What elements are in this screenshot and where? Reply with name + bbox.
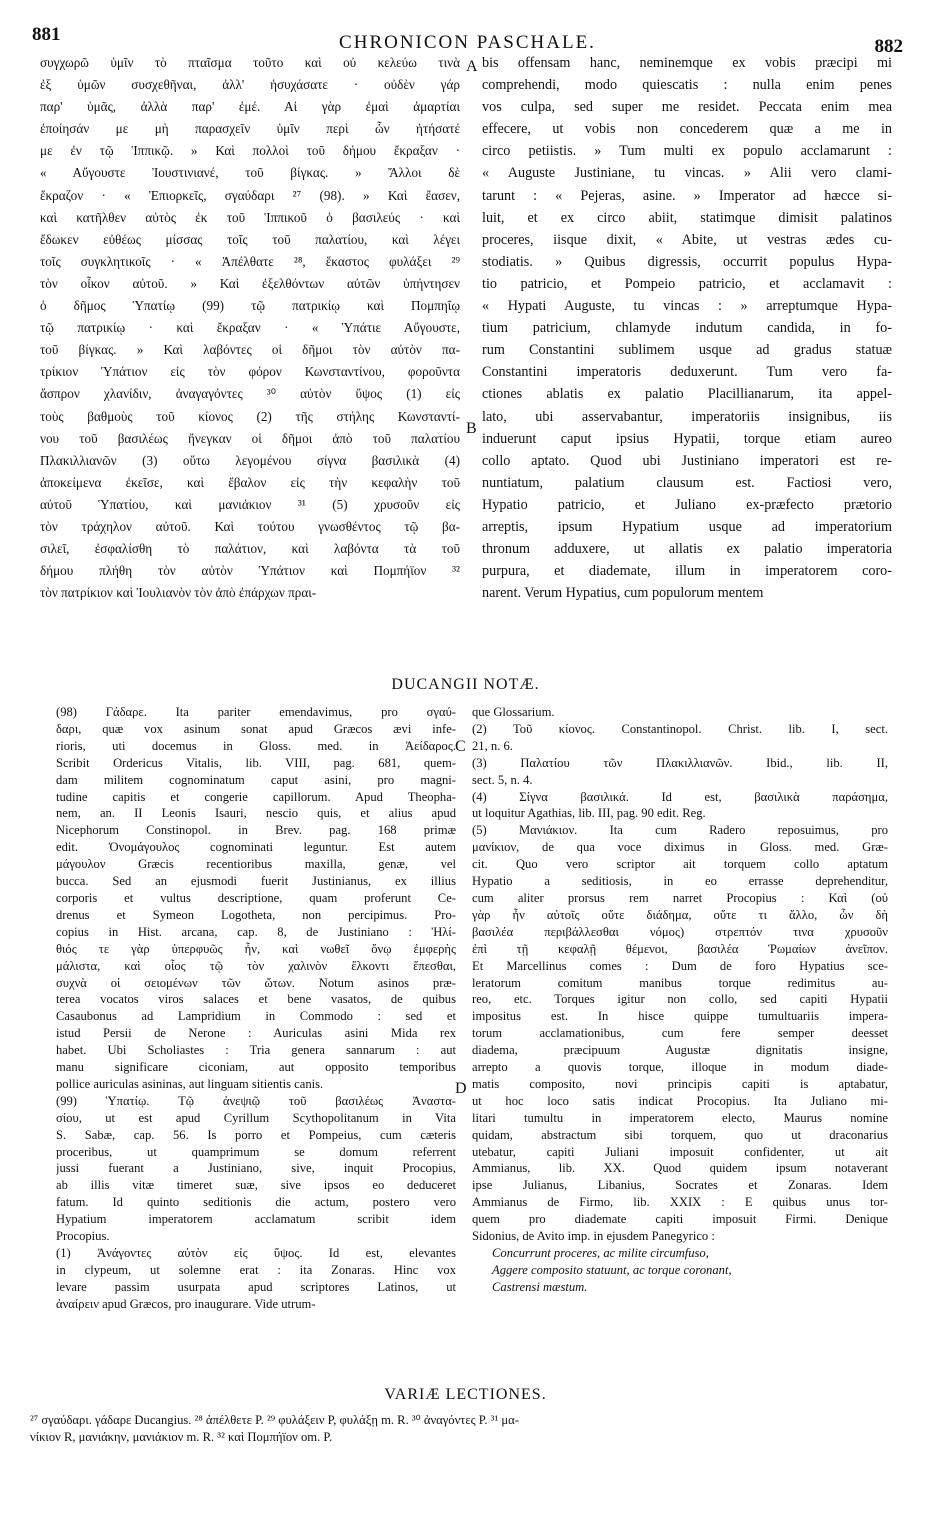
latin-text-column [482,52,892,604]
greek-text-line: τοῦ βίγκας. » Καὶ λαβόντες οἱ δῆμοι τὸν αὐτὸν πα- [40,342,460,358]
note-line: torum acclamationibus, cum fere semper deesset [472,1026,888,1041]
note-line: matis composito, novi principis capiti is aptabatur, [472,1076,888,1091]
margin-marker-d: D [455,1080,467,1097]
latin-text-line: collo aptato. Quod ubi Justiniano imperatori est re- [482,452,892,469]
page-number-left: 881 [32,24,61,45]
running-title: CHRONICON PASCHALE. [339,32,596,53]
note-line: μανίκιον, de qua voce diximus in Gloss. med. Græ- [472,840,888,855]
note-line: pollice auriculas asininas, aut linguam sitientis canis. [56,1076,324,1091]
note-line: ἐπὶ τῇ κεφαλῇ θέμενοι, βασιλέα Ῥωμαίων ἀνεῖπον. [472,941,888,956]
greek-text-line: τοὺς βαθμοὺς τοῦ κίονος (2) τῆς στήλης Κωνσταντί- [40,408,460,424]
greek-text-line: ἐξ ὑμῶν συσχεθῆναι, ἀλλ' ἡσυχάσατε · οὐδὲν γάρ [40,77,460,93]
greek-text-line: τρίκιον Ὑπάτιον εἰς τὸν φόρον Κωνσταντίνου, φοροῦντα [40,364,460,380]
latin-text-line: lato, ubi asservabantur, imperatoriis insignibus, iis [482,408,892,425]
note-line: 21, n. 6. [472,738,513,753]
note-line: S. Sabæ, cap. 56. Is porro et Pompeius, cum cæteris [56,1127,456,1142]
latin-text-line: « Auguste Justiniane, tu vincas. » Alii vero clami- [482,165,892,182]
note-line: edit. Ὀνομάγουλος cognominati leguntur. Est autem [56,840,456,855]
note-line: (3) Παλατίου τῶν Πλακιλλιανῶν. Ibid., lib. II, [472,755,888,770]
latin-text-line: tium patricium, chlamyde indutum candida, in fo- [482,320,892,337]
note-line: (99) Ὑπατίῳ. Τῷ ἀνεψιῷ τοῦ βασιλέως Ἀναστα- [56,1093,456,1108]
note-line: μάγουλον Græcis recentioribus maxilla, genæ, vel [56,857,456,872]
note-line: Nicephorum Constinopol. in Brev. pag. 168 primæ [56,823,456,838]
note-line: istud Persii de Nerone : Auriculas asini Mida rex [56,1026,456,1041]
greek-text-line: τὸν τράχηλον αὐτοῦ. Καὶ τούτου γνωσθέντος τῷ βα- [40,518,460,534]
greek-text-line: δήμου πλήθη τὸν αὐτὸν Ὑπάτιον καὶ Πομπήϊον ³² [40,563,460,579]
note-line: cit. Quo vero scriptor ait torquem collo aptatum [472,857,888,872]
note-line: terea vocatos viros salaces et bene vasatos, de quibus [56,992,456,1007]
verse-line: Aggere composito statuunt, ac torque coronant, [492,1262,732,1277]
variant-readings [30,1412,900,1446]
note-line: cum aliter prorsus rem narret Procopius : Καὶ (οὐ [472,890,888,905]
latin-text-line: bis offensam hanc, neminemque ex vobis præcipi mi [482,55,892,71]
verse-line: Concurrunt proceres, ac milite circumfuso, [492,1246,709,1260]
note-line: utebatur, capiti Juliani imposuit confidenter, ut ait [472,1144,888,1159]
note-line: Scribit Ordericus Vitalis, lib. VIII, pag. 681, quem- [56,755,456,770]
latin-text-line: stodiatis. » Quibus digressis, occurrit populus Hypa- [482,253,892,270]
verse-line: Castrensi mæstum. [492,1279,588,1294]
note-line: fatum. Id quinto seditionis die actum, postero vero [56,1195,456,1210]
note-line: (98) Γάδαρε. Ita pariter emendavimus, pro σγαύ- [56,705,456,719]
greek-text-line: Πλακιλλιανῶν (3) οὕτω λεγομένου σίγνα βασιλικὰ (4) [40,452,460,468]
note-line: Hypatium imperatorem acclamatum scribit idem [56,1212,456,1227]
note-line: habet. Ubi Scholiastes : Tria genera sannarum : aut [56,1043,456,1058]
note-line: in clypeum, ut solemne erat : ita Zonaras. Hinc vox [56,1262,456,1277]
latin-text-line: Constantini imperatoris deduxerunt. Tum vero fa- [482,364,892,381]
latin-text-line: induerunt caput ipsius Hypatii, torque etiam aureo [482,430,892,447]
greek-text-line: τὸν οἶκον αὐτοῦ. » Καὶ ἐξελθόντων αὐτῶν ὑπήντησεν [40,275,460,291]
note-line: ab illis vitæ timeret suæ, sive ipsos eo deduceret [56,1178,456,1193]
note-line: Sidonius, de Avito imp. in ejusdem Panegyrico : [472,1229,715,1244]
latin-text-line: tio patricio, et Pompeio patricio, et acclamavit : [482,275,892,292]
note-line: (1) Ἀνάγοντες αὐτὸν εἰς ὕψος. Id est, elevantes [56,1246,456,1260]
note-line: quidam, abstractum sibi torquem, quo ut draconarius [472,1127,888,1142]
greek-text-line: παρ' ὑμᾶς, ἀλλὰ παρ' ἐμέ. Αἱ γὰρ ἐμαὶ ἁμαρτίαι [40,99,460,115]
note-line: arrepto a quovis torque, illoque in modum diade- [472,1060,888,1075]
note-line: tudine capitis et congerie capillorum. Apud Theopha- [56,789,456,804]
latin-text-line: rum Constantini sublimem usque ad gradus statuæ [482,342,892,359]
note-line: (2) Τοῦ κίονος. Constantinopol. Christ. lib. I, sect. [472,721,888,736]
page-number-right: 882 [874,36,903,57]
greek-text-line: ἔδωκεν εὐθέως μίσσας τοῖς τοῦ παλατίου, καὶ λέγει [40,231,460,247]
greek-text-line: ἔκραζον · « Ἐπιορκεῖς, σγαύδαρι ²⁷ (98). » Καὶ ἔασεν, [40,187,460,203]
note-line: leratorum comitum manibus torque redimitus au- [472,975,888,990]
note-line: sect. 5, n. 4. [472,772,533,787]
note-line: ipse Julianus, Libanius, Socrates et Zonaras. Idem [472,1178,888,1193]
note-line: βασιλέα περιβάλλεσθαι νόμος) στρεπτόν τινα χρυσοῦν [472,924,888,939]
variae-section-title: VARIÆ LECTIONES. [384,1386,547,1403]
margin-marker-b: B [466,420,477,437]
latin-text-line: comprehendi, modo quiescatis : nulla enim penes [482,77,892,94]
note-line: quem pro diademate capiti imposuit Firmi. Denique [472,1212,888,1227]
latin-text-line: nuntiatum, palatium clausum est. Factiosi vero, [482,474,892,491]
margin-marker-c: C [455,738,466,755]
note-line: dam militem cognominatum caput asini, pro magni- [56,772,456,787]
note-line: Hypatio a seditiosis, in eo errasse deprehenditur, [472,874,888,889]
greek-text-line: νου τοῦ βασιλέως ἤνεγκαν οἱ δῆμοι ἀπὸ τοῦ παλατίου [40,430,460,446]
note-line: proceribus, ut quamprimum se domum referrent [56,1144,456,1159]
latin-text-line: circo petiistis. » Tum multi ex populo acclamarunt : [482,143,892,160]
note-line: ut loquitur Agathias, lib. III, pag. 90 edit. Reg. [472,806,706,821]
greek-text-line: σιλεῖ, ἐσφαλίσθη τὸ παλάτιον, καὶ λαβόντα τὰ τοῦ [40,541,460,557]
note-line: Procopius. [56,1229,110,1244]
greek-text-line: με ἐν τῷ Ἱππικῷ. » Καὶ πολλοὶ τοῦ δήμου ἔκραξαν · [40,143,460,159]
note-line: impositus est. In hisce quippe tumultuariis impera- [472,1009,888,1024]
notes-left-column [56,704,456,1313]
note-line: litari tumultu in imperatorem electo, Maurus nomine [472,1110,888,1125]
note-line: diadema, præcipuum Augustæ dignitatis insigne, [472,1043,888,1058]
latin-text-line: luit, et ex circo abiit, statimque dimisit palatinos [482,209,892,226]
latin-text-line: tarunt : « Pejeras, asine. » Imperator ad hæcce si- [482,187,892,204]
notes-right-column [472,704,888,1296]
note-line: rioris, uti docemus in Gloss. med. in Ἀείδαρος. [56,738,456,753]
greek-text-line: τὸν πατρίκιον καὶ Ἰουλιανὸν τὸν ἀπὸ ἐπάρχων πραι- [40,585,317,601]
note-line: γὰρ ἦν αὐτοῖς οὔτε διάδημα, οὔτε τι ἄλλο, ὧν δὴ [472,907,888,922]
note-line: συχνὰ οἱ σειομένων τῶν ὤτων. Notum asinos præ- [56,975,456,990]
latin-text-line: thronum adduxere, ut allatis ex palatio imperatoria [482,541,892,558]
note-line: Ammianus de Firmo, lib. XXIX : E quibus unus tor- [472,1195,888,1210]
note-line: drenus et Symeon Logotheta, non percipimus. Pro- [56,907,456,922]
latin-text-line: Hypatio patricio, et Juliano ex-præfecto prætorio [482,496,892,513]
greek-text-line: « Αὔγουστε Ἰουστινιανέ, τοῦ βίγκας. » Ἄλλοι δὲ [40,165,460,181]
latin-text-line: ctiones ablatis ex palatio Placillianarum, ita appel- [482,386,892,403]
note-line: reo, etc. Torques igitur non collo, sed capiti Hypatii [472,992,888,1007]
latin-text-line: vos culpa, sed super me residet. Peccata enim mea [482,99,892,116]
note-line: Casaubonus ad Lampridium in Commodo : sed et [56,1009,456,1024]
note-line: corporis et vultus descriptione, quam proferunt Ce- [56,890,456,905]
greek-text-line: τῷ πατρικίῳ · καὶ ἔκραξαν · « Ὑπάτιε Αὔγουστε, [40,320,460,336]
note-line: σίου, ut est apud Cyrillum Scythopolitanum in Vita [56,1110,456,1125]
note-line: bucca. Sed an ejusmodi fuerit Justinianus, ex illius [56,874,456,889]
greek-text-line: τοῖς συγκλητικοῖς · « Ἀπέλθατε ²⁸, ἕκαστος φυλάξει ²⁹ [40,253,460,269]
margin-marker-a: A [466,58,478,75]
greek-text-line: ἀποκείμενα ἐκεῖσε, καὶ ἔβαλον εἰς τὴν κεφαλὴν τοῦ [40,474,460,490]
latin-text-line: narent. Verum Hypatius, cum populorum mentem [482,585,764,602]
variant-line: νίκιον R, μανιάκην, μανιάκιον m. R. ³² καὶ Πομπήϊον om. P. [30,1430,333,1444]
note-line: manu significare ciconiam, aut opposito temporibus [56,1060,456,1075]
greek-text-column [40,52,460,604]
greek-text-line: ἐποίησάν με μὴ παρασχεῖν ὑμῖν περὶ ὧν ἠτήσατέ [40,121,460,137]
note-line: que Glossarium. [472,705,555,719]
note-line: Ammianus, lib. XX. Quod quidem ipsum notaverant [472,1161,888,1176]
note-line: δαρι, quæ vox asinum sonat apud Græcos ævi infe- [56,721,456,736]
greek-text-line: συγχωρῶ ὑμῖν τὸ πταῖσμα τοῦτο καὶ οὐ κελεύω τινὰ [40,55,460,70]
greek-text-line: ὁ δῆμος Ὑπατίῳ (99) τῷ πατρικίῳ καὶ Πομπηΐῳ [40,298,460,314]
notes-section-title: DUCANGII NOTÆ. [391,676,540,693]
latin-text-line: proceres, iisque dixit, « Abite, ut vestras ædes cu- [482,231,892,248]
latin-text-line: arreptis, ipsum Hypatium usque ad imperatorium [482,518,892,535]
greek-text-line: καὶ κατῆλθεν αὐτὸς ἐκ τοῦ Ἱππικοῦ ὁ βασιλεύς · καὶ [40,209,460,225]
note-line: jussi fuerant a Justiniano, sive, inquit Procopius, [56,1161,456,1176]
greek-text-line: ἄσπρον χλανίδιν, ἀναγαγόντες ³⁰ αὐτὸν ὕψος (1) εἰς [40,386,460,402]
greek-text-line: αὐτοῦ Ὑπατίου, καὶ μανιάκιον ³¹ (5) χρυσοῦν εἰς [40,496,460,512]
latin-text-line: purpura, et diademate, illum in imperatorem coro- [482,563,892,580]
note-line: levare passim usurpata apud scriptores Latinos, ut [56,1279,456,1294]
note-line: ut hoc loco satis indicat Procopius. Ita Juliano mi- [472,1093,888,1108]
note-line: Et Marcellinus comes : Dum de foro Hypatius sce- [472,958,888,973]
latin-text-line: « Hypati Auguste, tu vincas : » arreptumque Hypa- [482,298,892,315]
note-line: (5) Μανιάκιον. Ita cum Radero reposuimus, pro [472,823,888,838]
note-line: nem, an. II Leonis Isauri, nescio quis, et alius apud [56,806,456,821]
latin-text-line: effecere, ut vobis non concederem quæ a me in [482,121,892,138]
note-line: θιός τε γὰρ ὑπερφυῶς ἦν, καὶ νωθεῖ ὄνῳ ἐμφερὴς [56,941,456,956]
note-line: ἀναίρειν apud Græcos, pro inaugurare. Vide utrum- [56,1296,316,1311]
note-line: (4) Σίγνα βασιλικά. Id est, βασιλικὰ παράσημα, [472,789,888,804]
note-line: copius in Hist. arcana, cap. 8, de Justiniano : Ἠλί- [56,924,456,939]
note-line: μάλιστα, καὶ οἷος τῷ τὸν χαλινὸν ἕλκοντι ἕπεσθαι, [56,958,456,973]
variant-line: ²⁷ σγαύδαρι. γάδαρε Ducangius. ²⁸ ἀπέλθετε P. ²⁹ φυλάξειν P, φυλάξῃ m. R. ³⁰ ἀναγόντες P. ³¹ μα- [30,1413,519,1427]
